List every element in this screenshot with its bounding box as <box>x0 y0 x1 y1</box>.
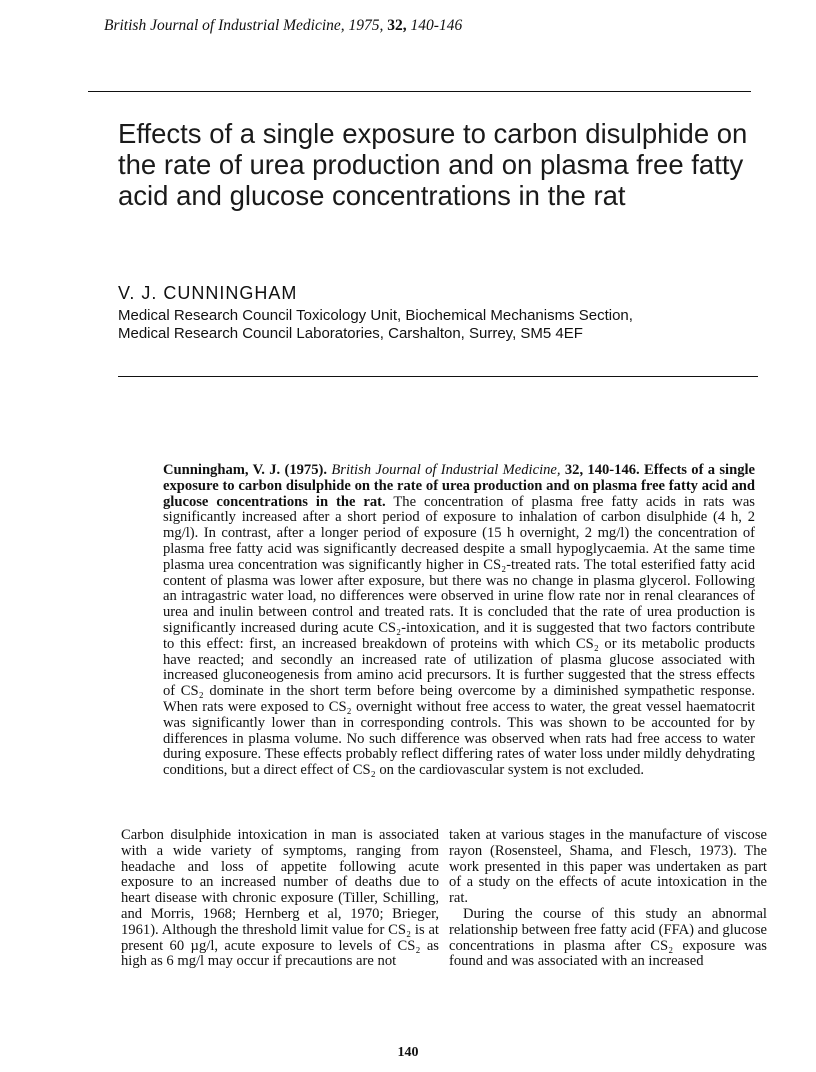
journal-name: British Journal of Industrial Medicine, <box>104 17 345 34</box>
abstract-citation: Cunningham, V. J. (1975). <box>163 462 328 478</box>
affiliation-line-1: Medical Research Council Toxicology Unit, Biochemical Mechanisms Section, <box>118 307 633 324</box>
body-paragraph: During the course of this study an abnormal relationship between free fatty acid (FFA) and glucose concentrations in plasma after CS₂ exposure was found and was associated with an increased <box>449 905 767 970</box>
body-right-column <box>449 828 767 970</box>
abstract <box>163 463 755 779</box>
article-title: Effects of a single exposure to carbon disulphide on the rate of urea production and on plasma free fatty acid and glucose concentrations in the rat <box>118 118 748 211</box>
abstract-ref: 32, 140-146. <box>564 462 640 478</box>
journal-year: 1975, <box>348 17 384 34</box>
journal-header <box>104 18 462 34</box>
page-number: 140 <box>397 1045 419 1060</box>
affiliation-line-2: Medical Research Council Laboratories, Carshalton, Surrey, SM5 4EF <box>118 325 583 342</box>
top-divider <box>88 91 751 92</box>
body-paragraph: Carbon disulphide intoxication in man is associated with a wide variety of symptoms, ranging from headache and loss of appetite following acute exposure to an increased number of deaths due to heart disease with chronic exposure (Tiller, Schilling, and Morris, 1968; Hernberg et al, 1970; Brieger, 1961). Although the threshold limit value for CS₂ is at present 60 µg/l, acute exposure to levels of CS₂ as high as 6 mg/l may occur if precautions are not <box>121 827 439 970</box>
middle-divider <box>118 376 758 377</box>
journal-pages: 140-146 <box>410 17 463 34</box>
body-left-column <box>121 828 439 970</box>
author-name: V. J. CUNNINGHAM <box>118 283 298 303</box>
journal-volume: 32, <box>387 17 407 34</box>
abstract-journal: British Journal of Industrial Medicine, <box>331 462 561 478</box>
abstract-body: The concentration of plasma free fatty acids in rats was significantly increased after a short period of exposure to inhalation of carbon disulphide (4 h, 2 mg/l). In contrast, after a longer period of exposure (15 h overnight, 2 mg/l) the concentration of plasma free fatty acid was significantly decreased despite a small hypoglycaemia. At the same time plasma urea concentration was significantly higher in CS₂-treated rats. The total esterified fatty acid content of plasma was lower after exposure, but there was no change in plasma glycerol. Following an intragastric water load, no differences were observed in urine flow rate nor in renal clearances of urea and inulin between control and treated rats. It is concluded that the rate of urea production is significantly increased during acute CS₂-intoxication, and it is suggested that two factors contribute to this effect: first, an increased breakdown of proteins with which CS₂ or its metabolic products have reacted; and secondly an increased rate of utilization of plasma glucose associated with increased gluconeogenesis from amino acid precursors. It is further suggested that the stress effects of CS₂ dominate in the short term before being overcome by a diminished sympathetic response. When rats were exposed to CS₂ overnight without free access to water, the great vessel haematocrit was significantly lower than in corresponding controls. This was shown to be accounted for by differences in plasma volume. No such difference was observed when rats had free access to water during exposure. These effects probably reflect differing rates of water loss under mildly dehydrating conditions, but a direct effect of CS₂ on the cardiovascular system is not excluded. <box>163 493 755 779</box>
body-paragraph: taken at various stages in the manufacture of viscose rayon (Rosensteel, Shama, and Flesch, 1973). The work presented in this paper was undertaken as part of a study on the effects of acute intoxication in the rat. <box>449 827 767 907</box>
abstract-title: Effects of a single exposure to carbon disulphide on the rate of urea production and on plasma free fatty acid and glucose concentrations in the rat. <box>163 462 756 510</box>
